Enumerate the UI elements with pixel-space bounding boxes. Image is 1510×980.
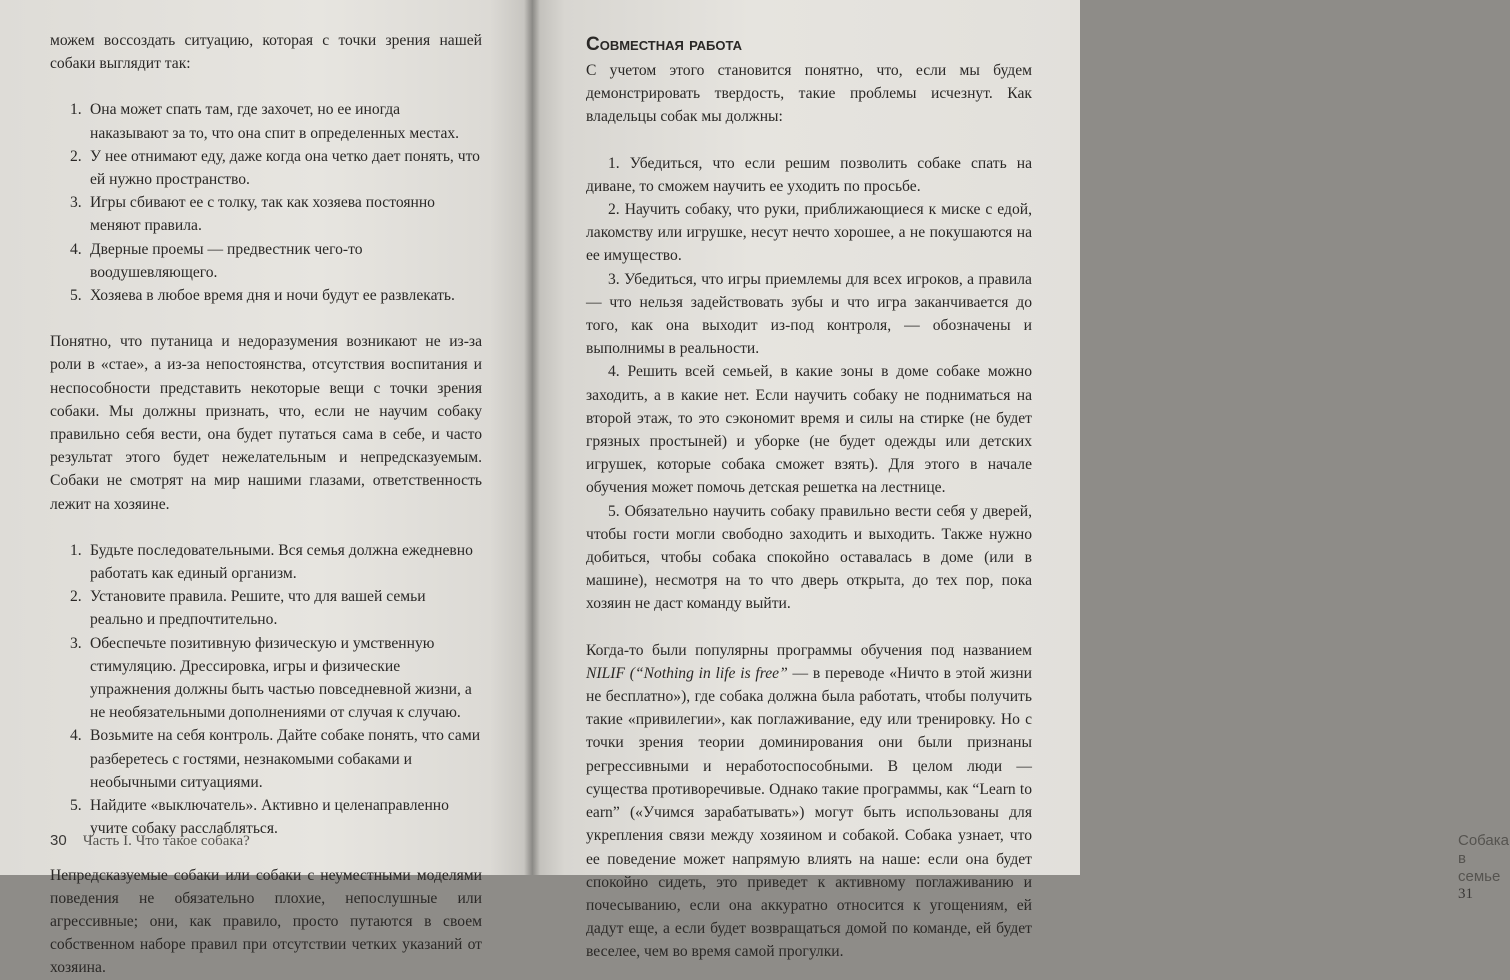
list-item-number: 2. <box>70 588 82 606</box>
list-item <box>50 585 482 631</box>
list-item-text: Решить всей семьей, в какие зоны в доме собаке можно заходить, а в какие нет. Если научить собаку не подниматься на второй этаж, то это сэкономит время и силы на стирке (не будет грязных простыней) и уборке (не будет одежды или детских игрушек, которые собака сможет взять). Для этого в начале обучения может помочь детская решетка на лестнице. <box>586 363 1032 497</box>
left-paragraph-2: Непредсказуемые собаки или собаки с неуместными моделями поведения не обязательно плохие, непослушные или агрессивные; они, как правило, просто путаются в своем собственном наборе правил при отсутствии четких указаний от хозяина. <box>50 866 482 977</box>
left-list-advice <box>50 539 482 841</box>
list-item-text: У нее отнимают еду, даже когда она четко дает понять, что ей нужно пространство. <box>90 147 480 189</box>
left-list-problems <box>50 98 482 307</box>
list-item-text: Найдите «выключатель». Активно и целенаправленно учите собаку расслабляться. <box>90 797 449 838</box>
page-number-right: 31 <box>1458 886 1473 902</box>
list-item <box>586 198 1032 268</box>
list-item-text: Возьмите на себя контроль. Дайте собаке понять, что сами разберетесь с гостями, незнакомыми собаками и необычными ситуациями. <box>90 727 481 791</box>
list-item <box>50 724 482 794</box>
list-item <box>586 500 1032 616</box>
list-item <box>586 152 1032 198</box>
list-item <box>586 268 1032 361</box>
left-page <box>0 0 532 977</box>
book-gutter-shadow <box>524 0 540 875</box>
right-page-text <box>586 33 1032 964</box>
list-item-text: Научить собаку, что руки, приближающиеся к миске с едой, лакомству или игрушке, несут нечто хорошее, а не покушаются на ее имущество. <box>586 201 1032 265</box>
list-item <box>50 238 482 284</box>
list-item-number: 2. <box>70 147 82 165</box>
list-item-text: Установите правила. Решите, что для вашей семьи реально и предпочтительно. <box>90 588 426 629</box>
list-item-text: Обеспечьте позитивную физическую и умственную стимуляцию. Дрессировка, игры и физические упражнения должны быть частью повседневной жизни, а не необязательными дополнениями от случая к случаю. <box>90 634 472 722</box>
list-item-text: Хозяева в любое время дня и ночи будут ее развлекать. <box>90 287 455 305</box>
section-heading: Совместная работа <box>586 34 743 55</box>
list-item <box>50 145 482 191</box>
paragraph-italic: NILIF (“Nothing in life is free” <box>586 664 788 682</box>
paragraph-part-1: Когда-то были популярны программы обучения под названием <box>586 641 1032 659</box>
left-paragraph-1: Понятно, что путаница и недоразумения возникают не из-за роли в «стае», а из-за непостоянства, отсутствия воспитания и неспособности представить некоторые вещи с точки зрения собаки. Мы должны признать, что, если не научим собаку правильно себя вести, она будет путаться сама в себе, и часто результат этого будет нежелательным и непредсказуемым. Собаки не смотрят на мир нашими глазами, ответственность лежит на хозяине. <box>50 333 482 513</box>
list-item-number: 4. <box>608 363 620 381</box>
right-intro: С учетом этого становится понятно, что, если мы будем демонстрировать твердость, такие проблемы исчезнут. Как владельцы собак мы должны: <box>586 62 1032 126</box>
list-item-text: Обязательно научить собаку правильно вести себя у дверей, чтобы гости могли свободно заходить и выходить. Также нужно добиться, чтобы собака спокойно оставалась в доме (или в машине), несмотря на то что дверь открыта, до тех пор, пока хозяин не даст команду выйти. <box>586 502 1033 613</box>
running-head-right: Собака в семье <box>1458 832 1509 885</box>
right-page-footer <box>1458 832 1510 903</box>
right-list-duties <box>586 152 1032 616</box>
list-item-text: Будьте последовательными. Вся семья должна ежедневно работать как единый организм. <box>90 541 473 583</box>
list-item <box>586 360 1032 499</box>
left-intro: можем воссоздать ситуацию, которая с точки зрения нашей собаки выглядит так: <box>50 32 482 73</box>
paragraph-part-2: — в переводе «Ничто в этой жизни не бесплатно»), где собака должна была работать, чтобы получить такие «привилегии», как поглаживание, еду или тренировку. Но с точки зрения теории доминирования они были признаны регрессивными и неработоспособными. В целом люди — существа противоречивые. Однако такие программы, как “Learn to earn” («Учимся зарабатывать») могут быть использованы для укрепления связи между хозяином и собакой. Собака узнает, что ее поведение может напрямую влиять на наше: если она будет спокойно сидеть, это приведет к активному поглаживанию и почесыванию, если она аккуратно относится к угощениям, ей дадут еще, а если будет возвращаться домой по команде, ей будет веселее, чем во время самой прогулки. <box>586 664 1032 961</box>
list-item-number: 4. <box>70 727 82 745</box>
list-item-number: 4. <box>70 240 82 258</box>
list-item-text: Убедиться, что если решим позволить собаке спать на диване, то сможем научить ее уходить по просьбе. <box>586 154 1032 195</box>
list-item-number: 5. <box>70 287 82 305</box>
right-paragraph <box>586 639 1032 964</box>
list-item-number: 5. <box>70 797 82 815</box>
list-item-number: 1. <box>70 101 82 119</box>
page-number-left: 30 <box>50 832 67 849</box>
list-item-text: Игры сбивают ее с толку, так как хозяева постоянно меняют правила. <box>90 194 435 235</box>
list-item-number: 2. <box>608 201 620 219</box>
list-item-text: Она может спать там, где захочет, но ее иногда наказывают за то, что она спит в определенных местах. <box>90 101 460 142</box>
list-item-text: Убедиться, что игры приемлемы для всех игроков, а правила — что нельзя задействовать зубы и что игра заканчивается до того, как она выходит из-под контроля, — обозначены и выполнимы в реальности. <box>586 270 1032 358</box>
left-page-footer <box>50 832 250 850</box>
list-item-number: 3. <box>608 270 620 288</box>
list-item <box>50 191 482 237</box>
list-item-text: Дверные проемы — предвестник чего-то воодушевляющего. <box>90 240 363 281</box>
list-item <box>50 632 482 725</box>
list-item-number: 3. <box>70 194 82 212</box>
list-item <box>50 98 482 144</box>
list-item-number: 5. <box>608 502 620 520</box>
list-item-number: 1. <box>70 541 82 559</box>
right-page <box>532 0 1509 961</box>
running-head-left: Часть I. Что такое собака? <box>82 833 250 849</box>
list-item <box>50 284 482 307</box>
list-item-number: 1. <box>608 154 620 172</box>
list-item <box>50 539 482 585</box>
list-item-number: 3. <box>70 634 82 652</box>
